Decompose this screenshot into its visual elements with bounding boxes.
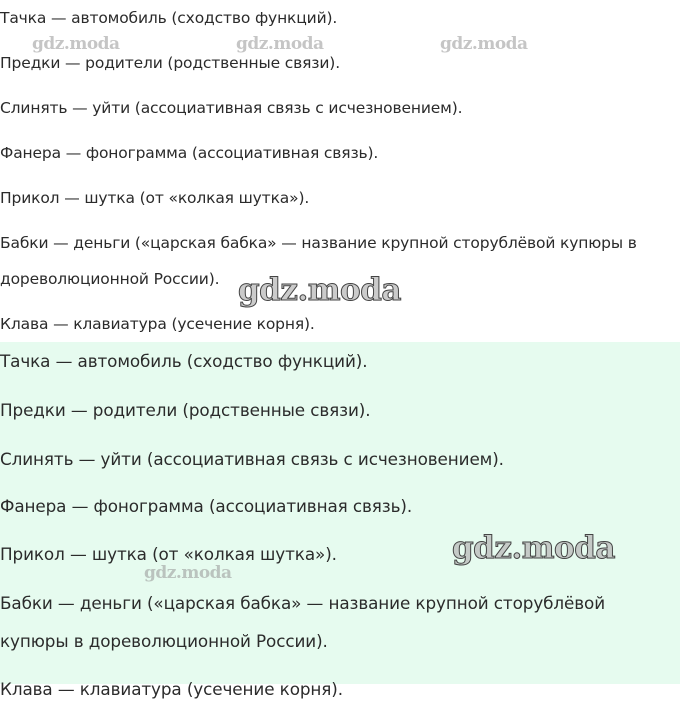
text-line: Бабки — деньги («царская бабка» — название крупной сторублёвой купюры в — [0, 234, 637, 252]
watermark-logo: gdz.moda — [452, 530, 615, 566]
watermark-logo: gdz.moda — [238, 272, 401, 308]
answer-line: Фанера — фонограмма (ассоциативная связь). — [0, 496, 413, 516]
watermark-logo: gdz.moda — [236, 34, 324, 54]
text-line: дореволюционной России). — [0, 270, 220, 288]
answer-line: Прикол — шутка (от «колкая шутка»). — [0, 544, 337, 564]
watermark-logo: gdz.moda — [440, 34, 528, 54]
answer-line: Слинять — уйти (ассоциативная связь с исчезновением). — [0, 449, 504, 469]
answer-line: Клава — клавиатура (усечение корня). — [0, 679, 343, 699]
answer-line: Предки — родители (родственные связи). — [0, 400, 371, 420]
answer-panel — [0, 342, 680, 699]
watermark-logo: gdz.moda — [144, 563, 232, 583]
answer-line: купюры в дореволюционной России). — [0, 631, 328, 651]
answer-line: Тачка — автомобиль (сходство функций). — [0, 351, 368, 371]
text-line: Фанера — фонограмма (ассоциативная связь). — [0, 144, 379, 162]
text-line: Клава — клавиатура (усечение корня). — [0, 315, 315, 333]
text-line: Предки — родители (родственные связи). — [0, 54, 340, 72]
text-line: Тачка — автомобиль (сходство функций). — [0, 9, 338, 27]
text-line: Прикол — шутка (от «колкая шутка»). — [0, 189, 310, 207]
watermark-logo: gdz.moda — [32, 34, 120, 54]
text-line: Слинять — уйти (ассоциативная связь с исчезновением). — [0, 99, 463, 117]
answer-line: Бабки — деньги («царская бабка» — название крупной сторублёвой — [0, 593, 606, 613]
